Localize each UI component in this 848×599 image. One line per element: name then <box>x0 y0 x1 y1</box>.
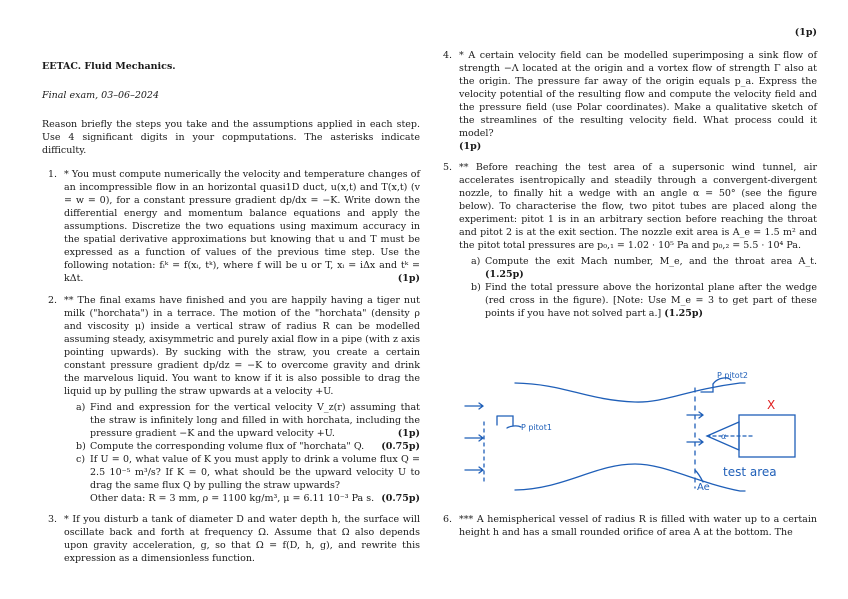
question-text: * If you disturb a tank of diameter D and water depth h, the surface will oscillate back and forth at frequency Ω. Assume that Ω also depends upon gravity acceleration, g, so that Ω = f(D, h, g), and rewrite this expression as a dimensionless function. <box>64 514 420 564</box>
part-text: Compute the exit Mach number, M_e, and the throat area A_t. <box>485 256 817 267</box>
part-label: a) <box>76 402 86 413</box>
pitot1-leader <box>507 426 521 428</box>
question-points: (1p) <box>397 273 420 284</box>
question-points: (1p) <box>459 141 482 152</box>
alpha-label: α <box>721 432 727 441</box>
question-number: 1. <box>48 169 58 180</box>
question-text: *** A hemispherical vessel of radius R is filled with water up to a certain height h and has a small rounded orifice of area A at the bottom. The <box>459 514 817 538</box>
part-text: If U = 0, what value of K you must apply to drink a volume flux Q = 2.5 10⁻⁵ m³/s? If K = 0, what should be the upward velocity U to drag the same flux Q by pulling the straw upwards? <box>90 454 420 491</box>
nozzle-lower-wall <box>515 464 745 491</box>
other-data: Other data: R = 3 mm, ρ = 1100 kg/m³, μ = 6.11 10⁻³ Pa s. <box>90 493 375 504</box>
part-points: (1p) <box>397 428 420 439</box>
exam-date: Final exam, 03–06–2024 <box>42 90 160 101</box>
part-points: (0.75p) <box>381 441 420 452</box>
exam-title: EETAC. Fluid Mechanics. <box>42 61 176 72</box>
question-6 <box>437 513 817 539</box>
part-text: Find the total pressure above the horizontal plane after the wedge (red cross in the figure). [Note: Use M_e = 3 to get part of these points if you have not solved part a.] <box>485 282 817 319</box>
q5-part-b <box>459 281 817 320</box>
left-column <box>42 0 420 565</box>
pitot2-label: P pitot2 <box>717 371 748 380</box>
question-number: 3. <box>48 514 58 525</box>
red-cross: X <box>767 398 776 412</box>
question-text: ** Before reaching the test area of a supersonic wind tunnel, air accelerates isentropically and steadily through a convergent-divergent nozzle, to finally hit a wedge with an angle α = 50° (see the figure below). To characterise the flow, two pitot tubes are placed along the experiment: pitot 1 is in an arbitrary section before reaching the throat and pitot 2 is at the exit section. The nozzle exit area is A_e = 1.5 m² and the pitot total pressures are p₀,₁ = 1.02 · 10⁵ Pa and p₀,₂ = 5.5 · 10⁴ Pa. <box>459 162 817 251</box>
pitot1-tube <box>497 416 513 426</box>
q2-part-b <box>64 440 420 453</box>
question-3-points-line <box>437 26 817 39</box>
part-points: (0.75p) <box>381 493 420 504</box>
question-number: 2. <box>48 295 58 306</box>
part-text: Find and expression for the vertical velocity V_z(r) assuming that the straw is infinitely long and filled in with horchata, including the pressure gradient −K and the upward velocity +U. <box>90 402 420 439</box>
right-column <box>437 0 817 320</box>
question-number: 4. <box>443 50 453 61</box>
question-1 <box>42 168 420 285</box>
question-text: ** The final exams have finished and you are happily having a tiger nut milk ("horchata") in a terrace. The motion of the "horchata" (density ρ and viscosity μ) inside a vertical straw of radius R can be modelled assuming steady, axisymmetric and purely axial flow in a pipe (with z axis pointing upwards). By sucking with the straw, you create a certain constant pressure gradient dp/dz = −K to overcome gravity and drink the marvelous liquid. You want to know if it is also possible to drag the liquid up by pulling the straw upwards at a velocity +U. <box>64 295 420 397</box>
q2-part-c <box>64 453 420 505</box>
question-text: * A certain velocity field can be modelled superimposing a sink flow of strength −Λ located at the origin and a vortex flow of strength Γ also at the origin. The pressure far away of the origin equals p_a. Express the velocity potential of the resulting flow and compute the velocity field and the pressure field (use Polar coordinates). Make a qualitative sketch of the streamlines of the resulting velocity field. What process could it model? <box>459 50 817 139</box>
question-points: (1p) <box>794 27 817 38</box>
question-number: 6. <box>443 514 453 525</box>
question-5 <box>437 161 817 252</box>
part-label: b) <box>471 282 481 293</box>
exit-area-label: Ae <box>697 482 710 493</box>
question-3 <box>42 513 420 565</box>
test-box <box>739 415 795 457</box>
test-area-label: test area <box>723 465 777 479</box>
part-text: Compute the corresponding volume flux of "horchata" Q. <box>90 441 365 452</box>
part-label: b) <box>76 441 86 452</box>
question-6-container <box>437 513 817 539</box>
pitot1-label: P pitot1 <box>521 423 552 432</box>
part-label: c) <box>76 454 86 465</box>
part-label: a) <box>471 256 481 267</box>
q2-part-a <box>64 401 420 440</box>
instructions: Reason briefly the steps you take and the assumptions applied in each step. Use 4 significant digits in your copmputations. The asterisks indicate difficulty. <box>42 119 420 156</box>
part-points: (1.25p) <box>485 269 524 280</box>
flow-arrow <box>465 403 483 409</box>
flow-arrow <box>465 467 483 473</box>
part-points: (1.25p) <box>664 308 703 319</box>
question-2 <box>42 294 420 398</box>
question-4 <box>437 49 817 153</box>
q5-part-a <box>459 255 817 281</box>
question-number: 5. <box>443 162 453 173</box>
nozzle-figure <box>455 370 825 500</box>
question-text: * You must compute numerically the velocity and temperature changes of an incompressible flow in an horizontal quasi1D duct, u(x,t) and T(x,t) (v = w = 0), for a constant pressure gradient dp/dx = −K. Write down the differential energy and momentum balance equations and apply the assumptions. Discretize the two equations using maximum accuracy in the spatial derivative approximations but knowing that u and T must be expressed as a function of values of the previous time step. Use the following notation: fᵢᵏ = f(xᵢ, tᵏ), where f will be u or T, xᵢ = iΔx and tᵏ = kΔt. <box>64 169 420 284</box>
flow-arrow <box>465 435 483 441</box>
